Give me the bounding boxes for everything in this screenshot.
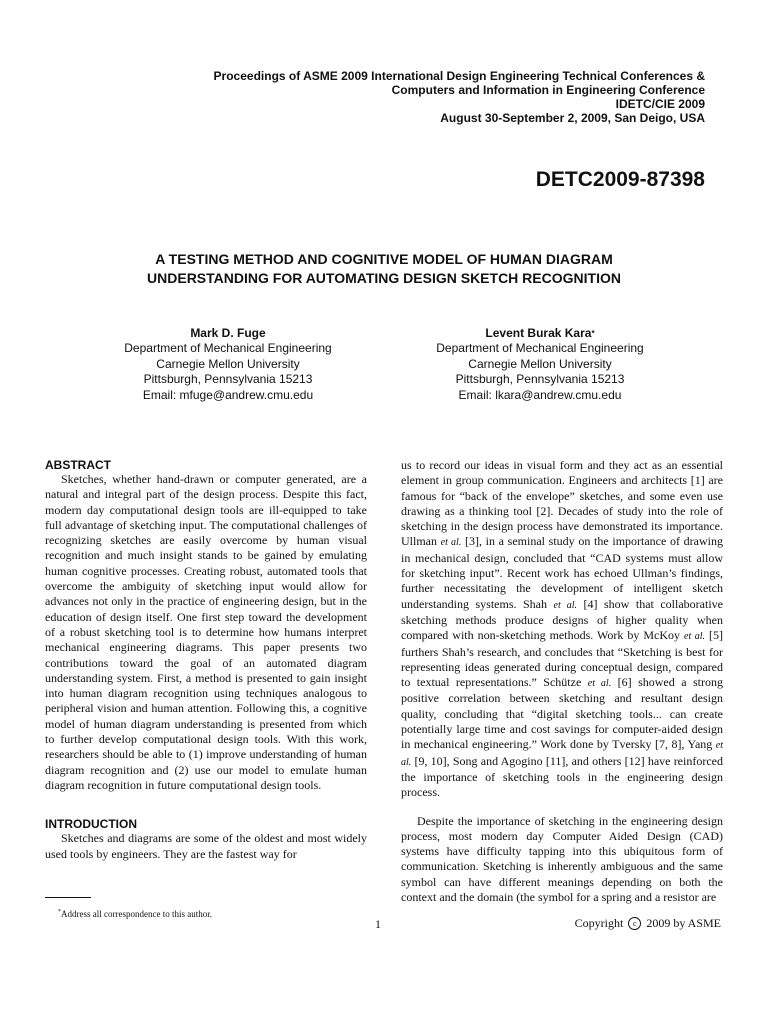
paper-id: DETC2009-87398 <box>535 168 705 191</box>
author-email: Email: lkara@andrew.cmu.edu <box>458 387 622 402</box>
citation-et-al: et al. <box>553 599 578 611</box>
author-department: Department of Mechanical Engineering <box>436 341 644 356</box>
introduction-text: Sketches and diagrams are some of the oldest and most widely used tools by engineers. They are the fastest way for <box>45 831 367 861</box>
author-university: Carnegie Mellon University <box>156 356 300 371</box>
author-department: Department of Mechanical Engineering <box>124 341 332 356</box>
page-number: 1 <box>375 917 381 931</box>
abstract-heading: ABSTRACT <box>45 458 111 472</box>
author-block <box>78 326 378 403</box>
footnote-mark: * <box>58 909 61 915</box>
introduction-paragraph: us to record our ideas in visual form and they act as an essential element in group communication. Engineers and architects [1] are famous for “back of the envelope” sketches, and some even use drawing as a thinking tool [2]. Decades of study into the role of sketching in the design process have demonstrated its importance. Ullman et al. [3], in a seminal study on the importance of drawing in mechanical design, concluded that “CAD systems must allow for sketching input”. Recent work has echoed Ullman’s findings, further necessitating the development of intelligent sketch understanding systems. Shah et al. [4] show that collaborative sketching methods produce designs of higher quality when compared with non-sketching methods. Work by McKoy et al. [5] furthers Shah’s research, and concludes that “Sketching is best for representing ideas generated during conceptual design, compared to textual representations.” Schütze et al. [6] showed a strong positive correlation between sketching and resultant design quality, concluding that “digital sketching tools... can create potentially large time and cost savings for computer-aided design in mechanical engineering.” Work done by Tversky [7, 8], Yang et al. [9, 10], Song and Agogino [11], and others [12] have reinforced the importance of sketching tools in the engineering design process. <box>401 458 723 800</box>
author-mark: * <box>591 329 595 338</box>
conference-header <box>214 69 705 125</box>
author-email: Email: mfuge@andrew.cmu.edu <box>142 387 314 402</box>
copyright-icon: c <box>628 917 641 930</box>
title-line: A TESTING METHOD AND COGNITIVE MODEL OF HUMAN DIAGRAM <box>155 251 613 267</box>
citation-et-al: et al. <box>401 740 723 768</box>
footnote <box>58 909 212 919</box>
author-city: Pittsburgh, Pennsylvania 15213 <box>143 372 313 387</box>
left-column <box>45 458 367 862</box>
conference-line: Proceedings of ASME 2009 International Design Engineering Technical Conferences & <box>213 69 705 83</box>
footnote-divider <box>45 897 91 898</box>
citation-et-al: et al. <box>684 631 705 643</box>
abstract-text: Sketches, whether hand-drawn or computer generated, are a natural and integral part of the design process. Despite this fact, modern day computational design tools are ill-equipped to take full advantage of sketching input. The computational challenges of recognizing sketches are easily overcome by human visual recognition and much insight stands to be gained by emulating human cognitive processes. Creating robust, automated tools that overcome the ambiguity of sketching input would allow for advances not only in the practice of engineering design, but in the education of design itself. One first step toward the development of a robust sketching tool is to determine how humans interpret mechanical engineering diagrams. This paper presents two contributions toward the goal of an automated diagram understanding system. First, a method is presented to gain insight into human diagram recognition using techniques analogous to peripheral vision and human attention. Following this, a cognitive model of human diagram understanding is presented from which to further develop computational design tools. With this work, researchers should be able to (1) improve understanding of human diagram recognition and (2) use our model to emulate human diagram recognition in future computational design tools. <box>45 472 367 792</box>
introduction-heading: INTRODUCTION <box>45 817 137 832</box>
footnote-text: Address all correspondence to this author. <box>61 909 212 919</box>
conference-line: August 30-September 2, 2009, San Deigo, USA <box>440 111 705 125</box>
title-line: UNDERSTANDING FOR AUTOMATING DESIGN SKETCH RECOGNITION <box>147 270 621 286</box>
citation-et-al: et al. <box>587 678 612 690</box>
copyright-notice: Copyright c 2009 by ASME <box>574 916 721 930</box>
right-column <box>401 458 723 905</box>
conference-line: IDETC/CIE 2009 <box>615 97 705 111</box>
citation-et-al: et al. <box>440 537 462 549</box>
paper-title <box>60 250 708 288</box>
author-university: Carnegie Mellon University <box>468 356 612 371</box>
author-name: Levent Burak Kara <box>485 326 592 340</box>
introduction-paragraph: Despite the importance of sketching in the engineering design process, most modern day Computer Aided Design (CAD) systems have difficulty tapping into this ubiquitous form of communication. Sketching is inherently ambiguous and the same symbol can have different meanings depending on both the context and the domain (the symbol for a spring and a resistor are <box>401 813 723 905</box>
author-block <box>390 326 690 403</box>
conference-line: Computers and Information in Engineering Conference <box>391 83 705 97</box>
author-name: Mark D. Fuge <box>190 326 266 340</box>
author-city: Pittsburgh, Pennsylvania 15213 <box>455 372 625 387</box>
